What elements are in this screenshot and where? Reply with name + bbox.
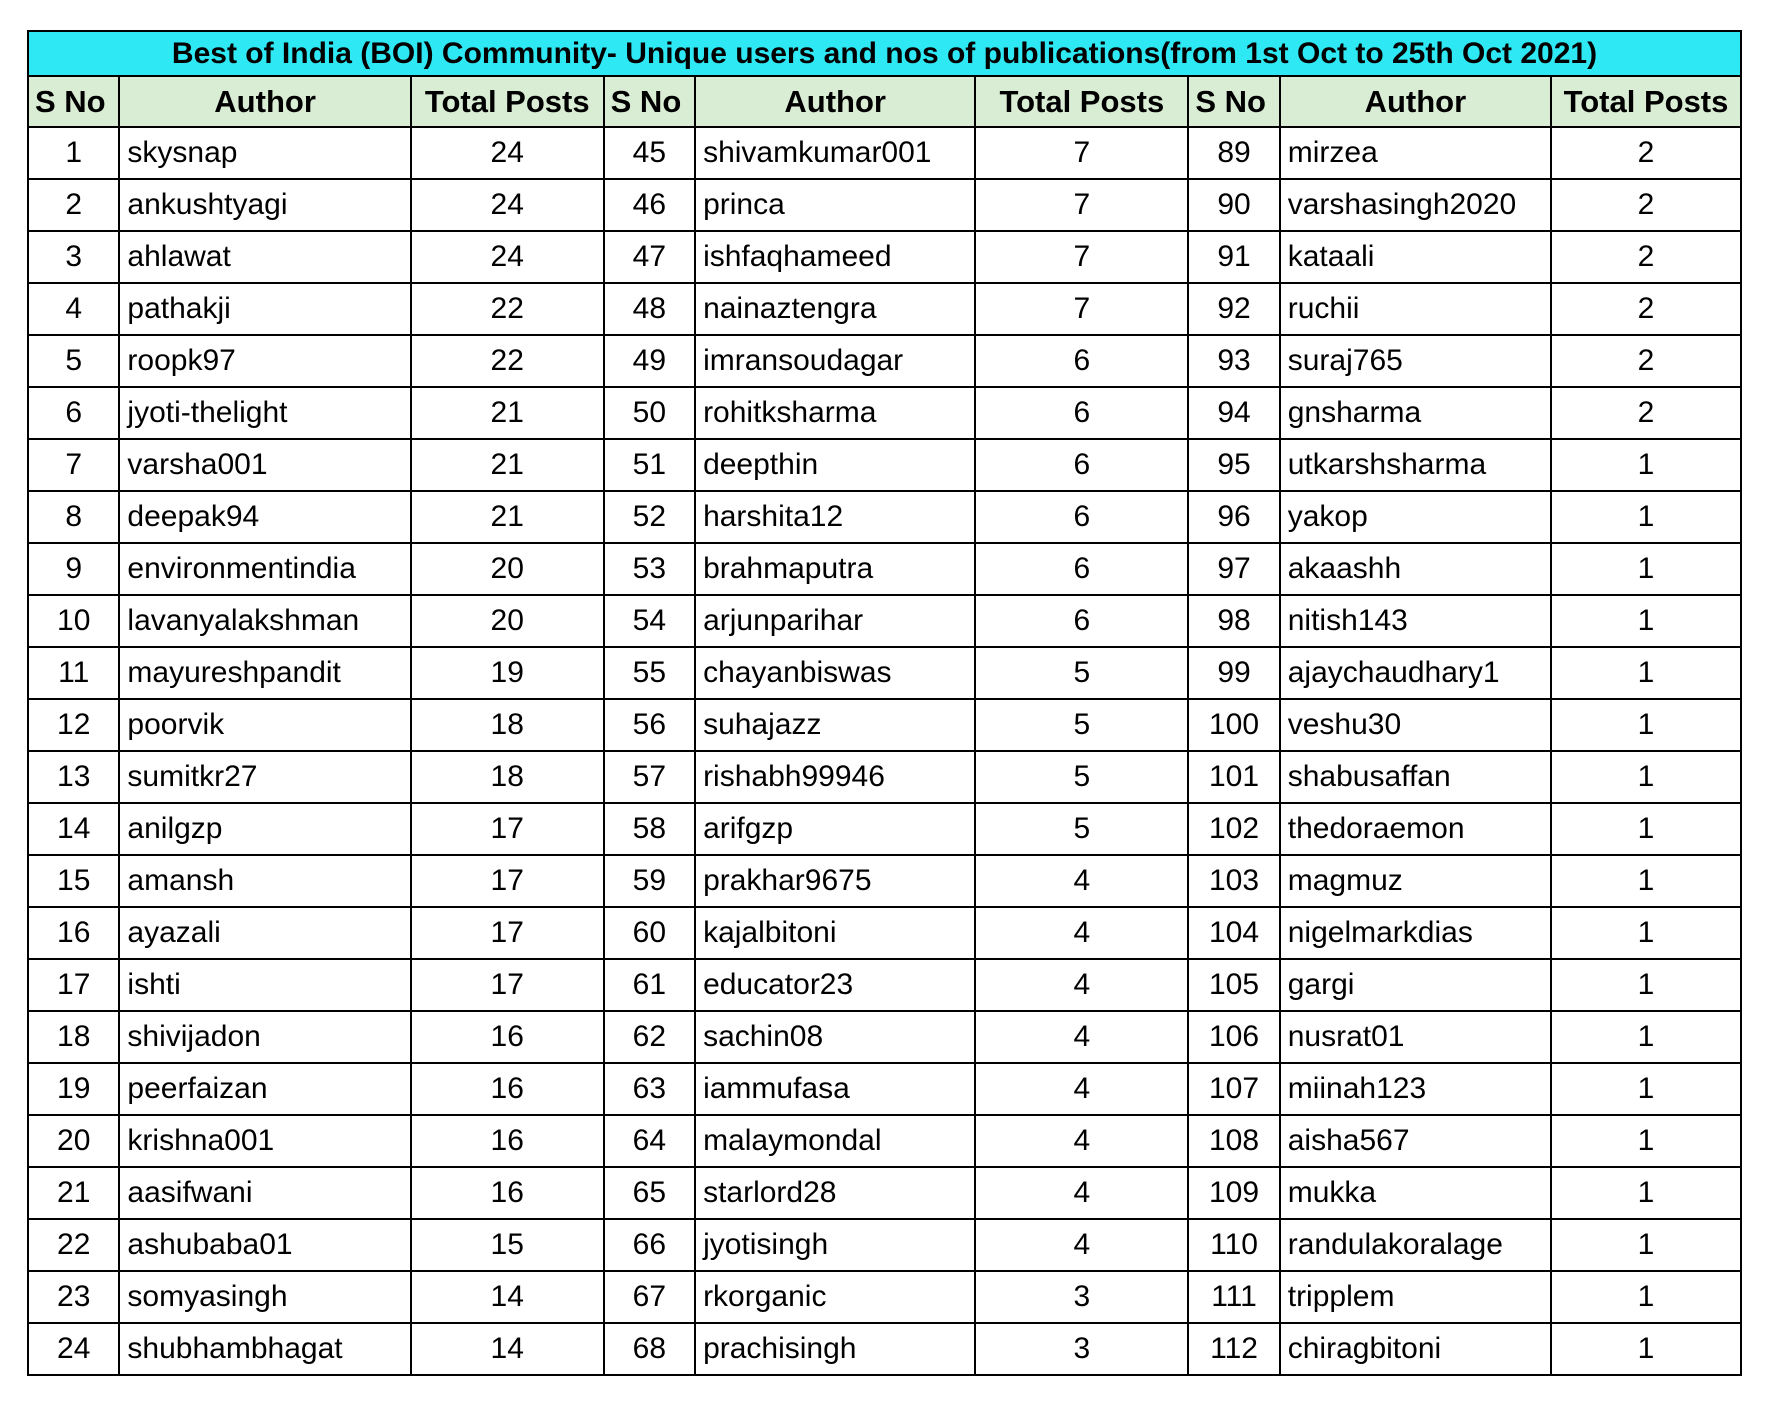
author-cell: chayanbiswas <box>695 647 975 699</box>
author-cell: shivijadon <box>119 1011 410 1063</box>
author-cell: anilgzp <box>119 803 410 855</box>
sno-cell: 12 <box>28 699 119 751</box>
total-posts-cell: 1 <box>1551 855 1741 907</box>
total-posts-cell: 17 <box>411 803 604 855</box>
table-row <box>28 543 1741 595</box>
total-posts-cell: 5 <box>975 699 1188 751</box>
author-cell: mayureshpandit <box>119 647 410 699</box>
sno-cell: 48 <box>604 283 695 335</box>
total-posts-cell: 1 <box>1551 1063 1741 1115</box>
author-cell: nigelmarkdias <box>1280 907 1551 959</box>
sno-cell: 64 <box>604 1115 695 1167</box>
total-posts-cell: 19 <box>411 647 604 699</box>
total-posts-cell: 1 <box>1551 699 1741 751</box>
publications-table <box>27 30 1742 1376</box>
total-posts-cell: 1 <box>1551 1219 1741 1271</box>
sno-cell: 56 <box>604 699 695 751</box>
author-cell: aasifwani <box>119 1167 410 1219</box>
author-cell: skysnap <box>119 127 410 179</box>
author-cell: suhajazz <box>695 699 975 751</box>
author-cell: utkarshsharma <box>1280 439 1551 491</box>
total-posts-cell: 17 <box>411 855 604 907</box>
author-cell: roopk97 <box>119 335 410 387</box>
sno-cell: 58 <box>604 803 695 855</box>
sno-cell: 112 <box>1188 1323 1279 1375</box>
sno-cell: 19 <box>28 1063 119 1115</box>
sno-cell: 102 <box>1188 803 1279 855</box>
total-posts-cell: 1 <box>1551 959 1741 1011</box>
total-posts-cell: 6 <box>975 335 1188 387</box>
sno-cell: 53 <box>604 543 695 595</box>
table-row <box>28 699 1741 751</box>
publications-table-container <box>27 30 1742 1376</box>
sno-cell: 21 <box>28 1167 119 1219</box>
author-cell: ajaychaudhary1 <box>1280 647 1551 699</box>
author-cell: brahmaputra <box>695 543 975 595</box>
author-cell: nitish143 <box>1280 595 1551 647</box>
table-row <box>28 127 1741 179</box>
total-posts-cell: 1 <box>1551 595 1741 647</box>
sno-cell: 23 <box>28 1271 119 1323</box>
total-posts-cell: 2 <box>1551 335 1741 387</box>
author-cell: ayazali <box>119 907 410 959</box>
sno-cell: 97 <box>1188 543 1279 595</box>
header-total-posts: Total Posts <box>411 76 604 127</box>
table-row <box>28 1011 1741 1063</box>
header-row <box>28 76 1741 127</box>
total-posts-cell: 20 <box>411 543 604 595</box>
total-posts-cell: 1 <box>1551 803 1741 855</box>
total-posts-cell: 6 <box>975 543 1188 595</box>
sno-cell: 1 <box>28 127 119 179</box>
total-posts-cell: 21 <box>411 439 604 491</box>
sno-cell: 67 <box>604 1271 695 1323</box>
sno-cell: 89 <box>1188 127 1279 179</box>
table-row <box>28 1219 1741 1271</box>
author-cell: environmentindia <box>119 543 410 595</box>
sno-cell: 52 <box>604 491 695 543</box>
total-posts-cell: 4 <box>975 1011 1188 1063</box>
sno-cell: 111 <box>1188 1271 1279 1323</box>
header-sno: S No <box>604 76 695 127</box>
total-posts-cell: 6 <box>975 491 1188 543</box>
author-cell: gnsharma <box>1280 387 1551 439</box>
total-posts-cell: 3 <box>975 1323 1188 1375</box>
author-cell: princa <box>695 179 975 231</box>
total-posts-cell: 18 <box>411 751 604 803</box>
table-row <box>28 283 1741 335</box>
header-sno: S No <box>1188 76 1279 127</box>
author-cell: tripplem <box>1280 1271 1551 1323</box>
table-row <box>28 335 1741 387</box>
total-posts-cell: 4 <box>975 1063 1188 1115</box>
author-cell: mirzea <box>1280 127 1551 179</box>
table-row <box>28 231 1741 283</box>
total-posts-cell: 16 <box>411 1115 604 1167</box>
sno-cell: 17 <box>28 959 119 1011</box>
total-posts-cell: 6 <box>975 595 1188 647</box>
author-cell: akaashh <box>1280 543 1551 595</box>
author-cell: kajalbitoni <box>695 907 975 959</box>
author-cell: veshu30 <box>1280 699 1551 751</box>
sno-cell: 7 <box>28 439 119 491</box>
sno-cell: 50 <box>604 387 695 439</box>
sno-cell: 59 <box>604 855 695 907</box>
total-posts-cell: 16 <box>411 1063 604 1115</box>
author-cell: ankushtyagi <box>119 179 410 231</box>
table-row <box>28 751 1741 803</box>
author-cell: jyoti-thelight <box>119 387 410 439</box>
author-cell: sumitkr27 <box>119 751 410 803</box>
total-posts-cell: 1 <box>1551 491 1741 543</box>
author-cell: miinah123 <box>1280 1063 1551 1115</box>
total-posts-cell: 2 <box>1551 387 1741 439</box>
sno-cell: 2 <box>28 179 119 231</box>
header-author: Author <box>695 76 975 127</box>
table-row <box>28 491 1741 543</box>
total-posts-cell: 5 <box>975 751 1188 803</box>
total-posts-cell: 4 <box>975 1167 1188 1219</box>
table-row <box>28 1063 1741 1115</box>
author-cell: prachisingh <box>695 1323 975 1375</box>
sno-cell: 51 <box>604 439 695 491</box>
author-cell: gargi <box>1280 959 1551 1011</box>
author-cell: arjunparihar <box>695 595 975 647</box>
table-row <box>28 907 1741 959</box>
author-cell: harshita12 <box>695 491 975 543</box>
total-posts-cell: 17 <box>411 907 604 959</box>
sno-cell: 11 <box>28 647 119 699</box>
author-cell: suraj765 <box>1280 335 1551 387</box>
total-posts-cell: 18 <box>411 699 604 751</box>
total-posts-cell: 1 <box>1551 1011 1741 1063</box>
total-posts-cell: 1 <box>1551 907 1741 959</box>
sno-cell: 20 <box>28 1115 119 1167</box>
author-cell: rohitksharma <box>695 387 975 439</box>
table-row <box>28 647 1741 699</box>
author-cell: aisha567 <box>1280 1115 1551 1167</box>
total-posts-cell: 1 <box>1551 1271 1741 1323</box>
sno-cell: 18 <box>28 1011 119 1063</box>
sno-cell: 46 <box>604 179 695 231</box>
sno-cell: 63 <box>604 1063 695 1115</box>
total-posts-cell: 21 <box>411 387 604 439</box>
table-row <box>28 439 1741 491</box>
table-row <box>28 855 1741 907</box>
sno-cell: 24 <box>28 1323 119 1375</box>
table-body <box>28 127 1741 1375</box>
sno-cell: 13 <box>28 751 119 803</box>
sno-cell: 108 <box>1188 1115 1279 1167</box>
total-posts-cell: 1 <box>1551 647 1741 699</box>
total-posts-cell: 2 <box>1551 231 1741 283</box>
total-posts-cell: 17 <box>411 959 604 1011</box>
table-row <box>28 803 1741 855</box>
author-cell: prakhar9675 <box>695 855 975 907</box>
total-posts-cell: 4 <box>975 959 1188 1011</box>
total-posts-cell: 4 <box>975 1219 1188 1271</box>
author-cell: randulakoralage <box>1280 1219 1551 1271</box>
total-posts-cell: 7 <box>975 127 1188 179</box>
sno-cell: 6 <box>28 387 119 439</box>
sno-cell: 16 <box>28 907 119 959</box>
sno-cell: 61 <box>604 959 695 1011</box>
sno-cell: 93 <box>1188 335 1279 387</box>
author-cell: rkorganic <box>695 1271 975 1323</box>
total-posts-cell: 1 <box>1551 543 1741 595</box>
header-total-posts: Total Posts <box>1551 76 1741 127</box>
author-cell: nusrat01 <box>1280 1011 1551 1063</box>
author-cell: rishabh99946 <box>695 751 975 803</box>
sno-cell: 100 <box>1188 699 1279 751</box>
sno-cell: 65 <box>604 1167 695 1219</box>
author-cell: deepthin <box>695 439 975 491</box>
sno-cell: 103 <box>1188 855 1279 907</box>
table-row <box>28 179 1741 231</box>
author-cell: shivamkumar001 <box>695 127 975 179</box>
total-posts-cell: 14 <box>411 1271 604 1323</box>
sno-cell: 5 <box>28 335 119 387</box>
author-cell: yakop <box>1280 491 1551 543</box>
author-cell: chiragbitoni <box>1280 1323 1551 1375</box>
author-cell: somyasingh <box>119 1271 410 1323</box>
total-posts-cell: 22 <box>411 335 604 387</box>
total-posts-cell: 14 <box>411 1323 604 1375</box>
total-posts-cell: 4 <box>975 1115 1188 1167</box>
total-posts-cell: 16 <box>411 1167 604 1219</box>
author-cell: malaymondal <box>695 1115 975 1167</box>
author-cell: nainaztengra <box>695 283 975 335</box>
sno-cell: 105 <box>1188 959 1279 1011</box>
total-posts-cell: 22 <box>411 283 604 335</box>
sno-cell: 45 <box>604 127 695 179</box>
total-posts-cell: 1 <box>1551 439 1741 491</box>
author-cell: deepak94 <box>119 491 410 543</box>
sno-cell: 68 <box>604 1323 695 1375</box>
author-cell: varsha001 <box>119 439 410 491</box>
total-posts-cell: 2 <box>1551 283 1741 335</box>
author-cell: jyotisingh <box>695 1219 975 1271</box>
total-posts-cell: 7 <box>975 231 1188 283</box>
header-author: Author <box>1280 76 1551 127</box>
author-cell: iammufasa <box>695 1063 975 1115</box>
author-cell: peerfaizan <box>119 1063 410 1115</box>
author-cell: thedoraemon <box>1280 803 1551 855</box>
total-posts-cell: 20 <box>411 595 604 647</box>
sno-cell: 47 <box>604 231 695 283</box>
author-cell: imransoudagar <box>695 335 975 387</box>
total-posts-cell: 7 <box>975 179 1188 231</box>
sno-cell: 4 <box>28 283 119 335</box>
header-author: Author <box>119 76 410 127</box>
table-row <box>28 959 1741 1011</box>
author-cell: ishfaqhameed <box>695 231 975 283</box>
header-sno: S No <box>28 76 119 127</box>
sno-cell: 3 <box>28 231 119 283</box>
total-posts-cell: 15 <box>411 1219 604 1271</box>
author-cell: ahlawat <box>119 231 410 283</box>
sno-cell: 104 <box>1188 907 1279 959</box>
author-cell: ishti <box>119 959 410 1011</box>
author-cell: varshasingh2020 <box>1280 179 1551 231</box>
total-posts-cell: 24 <box>411 127 604 179</box>
table-row <box>28 1271 1741 1323</box>
total-posts-cell: 6 <box>975 439 1188 491</box>
total-posts-cell: 6 <box>975 387 1188 439</box>
author-cell: ashubaba01 <box>119 1219 410 1271</box>
sno-cell: 55 <box>604 647 695 699</box>
author-cell: ruchii <box>1280 283 1551 335</box>
table-row <box>28 387 1741 439</box>
header-total-posts: Total Posts <box>975 76 1188 127</box>
total-posts-cell: 5 <box>975 803 1188 855</box>
total-posts-cell: 24 <box>411 179 604 231</box>
sno-cell: 101 <box>1188 751 1279 803</box>
total-posts-cell: 1 <box>1551 1167 1741 1219</box>
sno-cell: 62 <box>604 1011 695 1063</box>
table-row <box>28 1167 1741 1219</box>
total-posts-cell: 16 <box>411 1011 604 1063</box>
total-posts-cell: 3 <box>975 1271 1188 1323</box>
sno-cell: 54 <box>604 595 695 647</box>
sno-cell: 66 <box>604 1219 695 1271</box>
author-cell: sachin08 <box>695 1011 975 1063</box>
author-cell: amansh <box>119 855 410 907</box>
total-posts-cell: 1 <box>1551 1323 1741 1375</box>
sno-cell: 14 <box>28 803 119 855</box>
sno-cell: 92 <box>1188 283 1279 335</box>
sno-cell: 95 <box>1188 439 1279 491</box>
total-posts-cell: 24 <box>411 231 604 283</box>
author-cell: mukka <box>1280 1167 1551 1219</box>
sno-cell: 99 <box>1188 647 1279 699</box>
author-cell: poorvik <box>119 699 410 751</box>
total-posts-cell: 1 <box>1551 1115 1741 1167</box>
total-posts-cell: 1 <box>1551 751 1741 803</box>
total-posts-cell: 21 <box>411 491 604 543</box>
sno-cell: 98 <box>1188 595 1279 647</box>
author-cell: kataali <box>1280 231 1551 283</box>
author-cell: krishna001 <box>119 1115 410 1167</box>
sno-cell: 96 <box>1188 491 1279 543</box>
sno-cell: 9 <box>28 543 119 595</box>
sno-cell: 8 <box>28 491 119 543</box>
author-cell: lavanyalakshman <box>119 595 410 647</box>
table-row <box>28 595 1741 647</box>
sno-cell: 49 <box>604 335 695 387</box>
sno-cell: 60 <box>604 907 695 959</box>
author-cell: shabusaffan <box>1280 751 1551 803</box>
sno-cell: 110 <box>1188 1219 1279 1271</box>
table-row <box>28 1115 1741 1167</box>
sno-cell: 107 <box>1188 1063 1279 1115</box>
total-posts-cell: 7 <box>975 283 1188 335</box>
sno-cell: 94 <box>1188 387 1279 439</box>
sno-cell: 91 <box>1188 231 1279 283</box>
sno-cell: 109 <box>1188 1167 1279 1219</box>
table-row <box>28 1323 1741 1375</box>
author-cell: educator23 <box>695 959 975 1011</box>
total-posts-cell: 4 <box>975 907 1188 959</box>
author-cell: pathakji <box>119 283 410 335</box>
total-posts-cell: 2 <box>1551 179 1741 231</box>
total-posts-cell: 2 <box>1551 127 1741 179</box>
sno-cell: 106 <box>1188 1011 1279 1063</box>
author-cell: magmuz <box>1280 855 1551 907</box>
author-cell: arifgzp <box>695 803 975 855</box>
author-cell: shubhambhagat <box>119 1323 410 1375</box>
sno-cell: 22 <box>28 1219 119 1271</box>
total-posts-cell: 4 <box>975 855 1188 907</box>
total-posts-cell: 5 <box>975 647 1188 699</box>
table-title: Best of India (BOI) Community- Unique users and nos of publications(from 1st Oct to 25th Oct 2021) <box>28 31 1741 76</box>
sno-cell: 15 <box>28 855 119 907</box>
author-cell: starlord28 <box>695 1167 975 1219</box>
sno-cell: 10 <box>28 595 119 647</box>
sno-cell: 90 <box>1188 179 1279 231</box>
sno-cell: 57 <box>604 751 695 803</box>
